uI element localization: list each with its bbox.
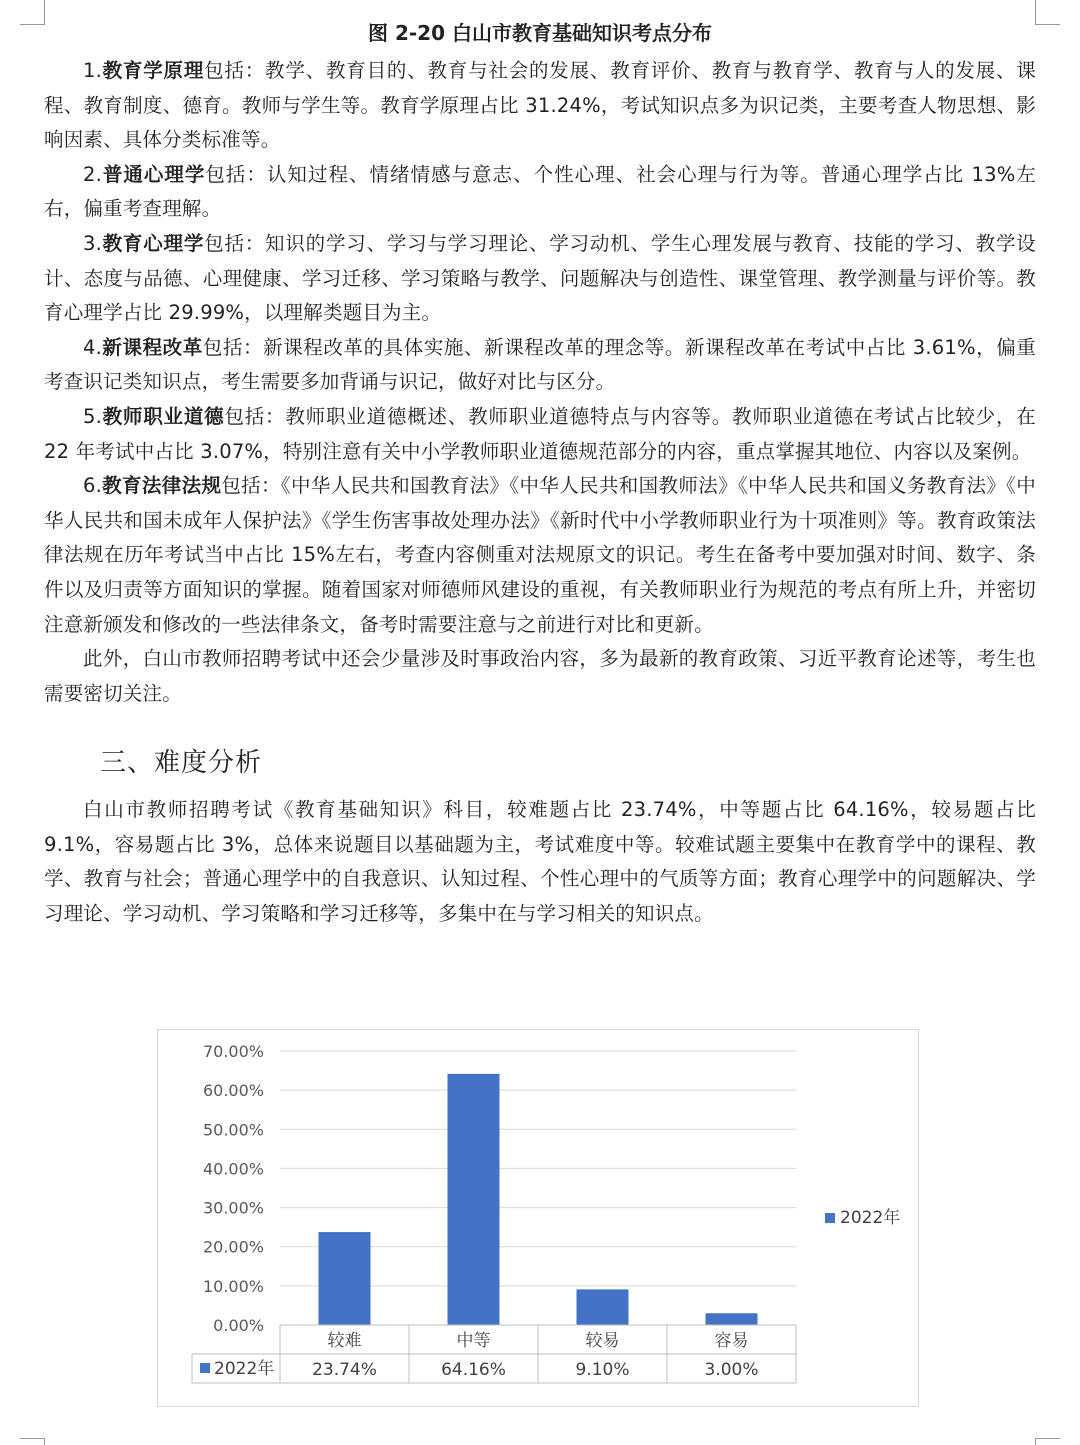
item-text: 包括：教师职业道德概述、教师职业道德特点与内容等。教师职业道德在考试占比较少，在 22 年考试中占比 3.07%，特别注意有关中小学教师职业道德规范部分的内容，重点掌握其地位、内容以及案例。: [44, 404, 1036, 463]
data-label: 9.10%: [575, 1360, 630, 1380]
item-text: 包括：教学、教育目的、教育与社会的发展、教育评价、教育与教育学、教育与人的发展、课程、教育制度、德育。教师与学生等。教育学原理占比 31.24%，考试知识点多为识记类，主要考查人物思想、影响因素、具体分类标准等。: [44, 59, 1036, 152]
item-title: 教育法律法规: [102, 474, 222, 498]
bar-2: [448, 1074, 500, 1325]
difficulty-chart: [157, 1029, 919, 1407]
crop-mark-top-left: [20, 0, 45, 25]
chart-svg: [158, 1030, 918, 1406]
item-text: 包括：认知过程、情绪情感与意志、个性心理、社会心理与行为等。普通心理学占比 13%左右，偏重考查理解。: [44, 162, 1036, 221]
item-number: 2.: [83, 162, 103, 186]
paragraph-extra: 此外，白山市教师招聘考试中还会少量涉及时事政治内容，多为最新的教育政策、习近平教育论述等，考生也需要密切关注。: [44, 647, 1036, 705]
paragraph-1: [44, 54, 1036, 158]
y-tick-label: 60.00%: [202, 1081, 264, 1101]
y-tick-label: 50.00%: [202, 1120, 264, 1140]
item-number: 3.: [83, 231, 103, 255]
item-number: 1.: [83, 59, 103, 82]
item-number: 6.: [83, 474, 103, 498]
item-text: 包括：新课程改革的具体实施、新课程改革的理念等。新课程改革在考试中占比 3.61%，偏重考查识记类知识点，考生需要多加背诵与识记，做好对比与区分。: [44, 335, 1036, 394]
paragraph-4: [44, 331, 1036, 400]
item-text: 包括：《中华人民共和国教育法》《中华人民共和国教师法》《中华人民共和国义务教育法》《中华人民共和国未成年人保护法》《学生伤害事故处理办法》《新时代中小学教师职业行为十项准则》等。教育政策法律法规在历年考试当中占比 15%左右，考查内容侧重对法规原文的识记。考生在备考中要加强对时间、数字、条件以及归责等方面知识的掌握。随着国家对师德师风建设的重视，有关教师职业行为规范的考点有所上升，并密切注意新颁发和修改的一些法律条文，备考时需要注意与之前进行对比和更新。: [44, 474, 1036, 636]
section-heading: 三、难度分析: [100, 748, 263, 779]
item-number: 5.: [83, 404, 103, 428]
y-tick-label: 70.00%: [202, 1042, 264, 1061]
item-title: 新课程改革: [102, 335, 203, 359]
crop-mark-top-right: [1035, 0, 1060, 25]
y-tick-label: 10.00%: [202, 1276, 264, 1296]
category-label: 较难: [327, 1331, 362, 1351]
category-label: 容易: [714, 1331, 749, 1351]
item-text: 包括：知识的学习、学习与学习理论、学习动机、学生心理发展与教育、技能的学习、教学设计、态度与品德、心理健康、学习迁移、学习策略与教学、问题解决与创造性、课堂管理、教学测量与评价等。教育心理学占比 29.99%，以理解类题目为主。: [44, 231, 1036, 325]
y-tick-label: 30.00%: [202, 1198, 264, 1218]
paragraph-3: [44, 227, 1036, 331]
item-title: 教育心理学: [102, 231, 205, 255]
bar-1: [319, 1232, 371, 1325]
figure-title: 图 2-20 白山市教育基础知识考点分布: [368, 21, 712, 45]
category-label: 中等: [456, 1331, 491, 1351]
data-label: 64.16%: [441, 1360, 506, 1380]
item-title: 教师职业道德: [102, 404, 225, 428]
category-label: 较易: [585, 1331, 620, 1351]
data-label: 23.74%: [312, 1360, 377, 1380]
y-tick-label: 0.00%: [213, 1316, 264, 1335]
item-title: 教育学原理: [102, 59, 205, 82]
legend-swatch: [825, 1213, 835, 1223]
item-title: 普通心理学: [102, 162, 206, 186]
crop-mark-bottom-right: [1035, 1438, 1060, 1445]
legend-label: 2022年: [840, 1208, 901, 1228]
bar-3: [577, 1289, 629, 1325]
document-body: [44, 14, 1036, 932]
table-series-name: 2022年: [214, 1359, 275, 1379]
paragraph-5: [44, 400, 1036, 469]
paragraph-2: [44, 158, 1036, 227]
y-tick-label: 20.00%: [202, 1237, 264, 1257]
crop-mark-bottom-left: [20, 1438, 45, 1445]
table-series-key: [200, 1363, 210, 1373]
bar-4: [706, 1313, 758, 1325]
y-tick-label: 40.00%: [202, 1159, 264, 1179]
difficulty-paragraph: 白山市教师招聘考试《教育基础知识》科目，较难题占比 23.74%，中等题占比 64.16%，较易题占比 9.1%，容易题占比 3%，总体来说题目以基础题为主，考试难度中等。较难试题主要集中在教育学中的课程、教学、教育与社会；普通心理学中的自我意识、认知过程、个性心理中的气质等方面；教育心理学中的问题解决、学习理论、学习动机、学习策略和学习迁移等，多集中在与学习相关的知识点。: [44, 798, 1036, 926]
paragraph-6: [44, 469, 1036, 642]
item-number: 4.: [83, 335, 103, 359]
data-label: 3.00%: [704, 1360, 759, 1380]
